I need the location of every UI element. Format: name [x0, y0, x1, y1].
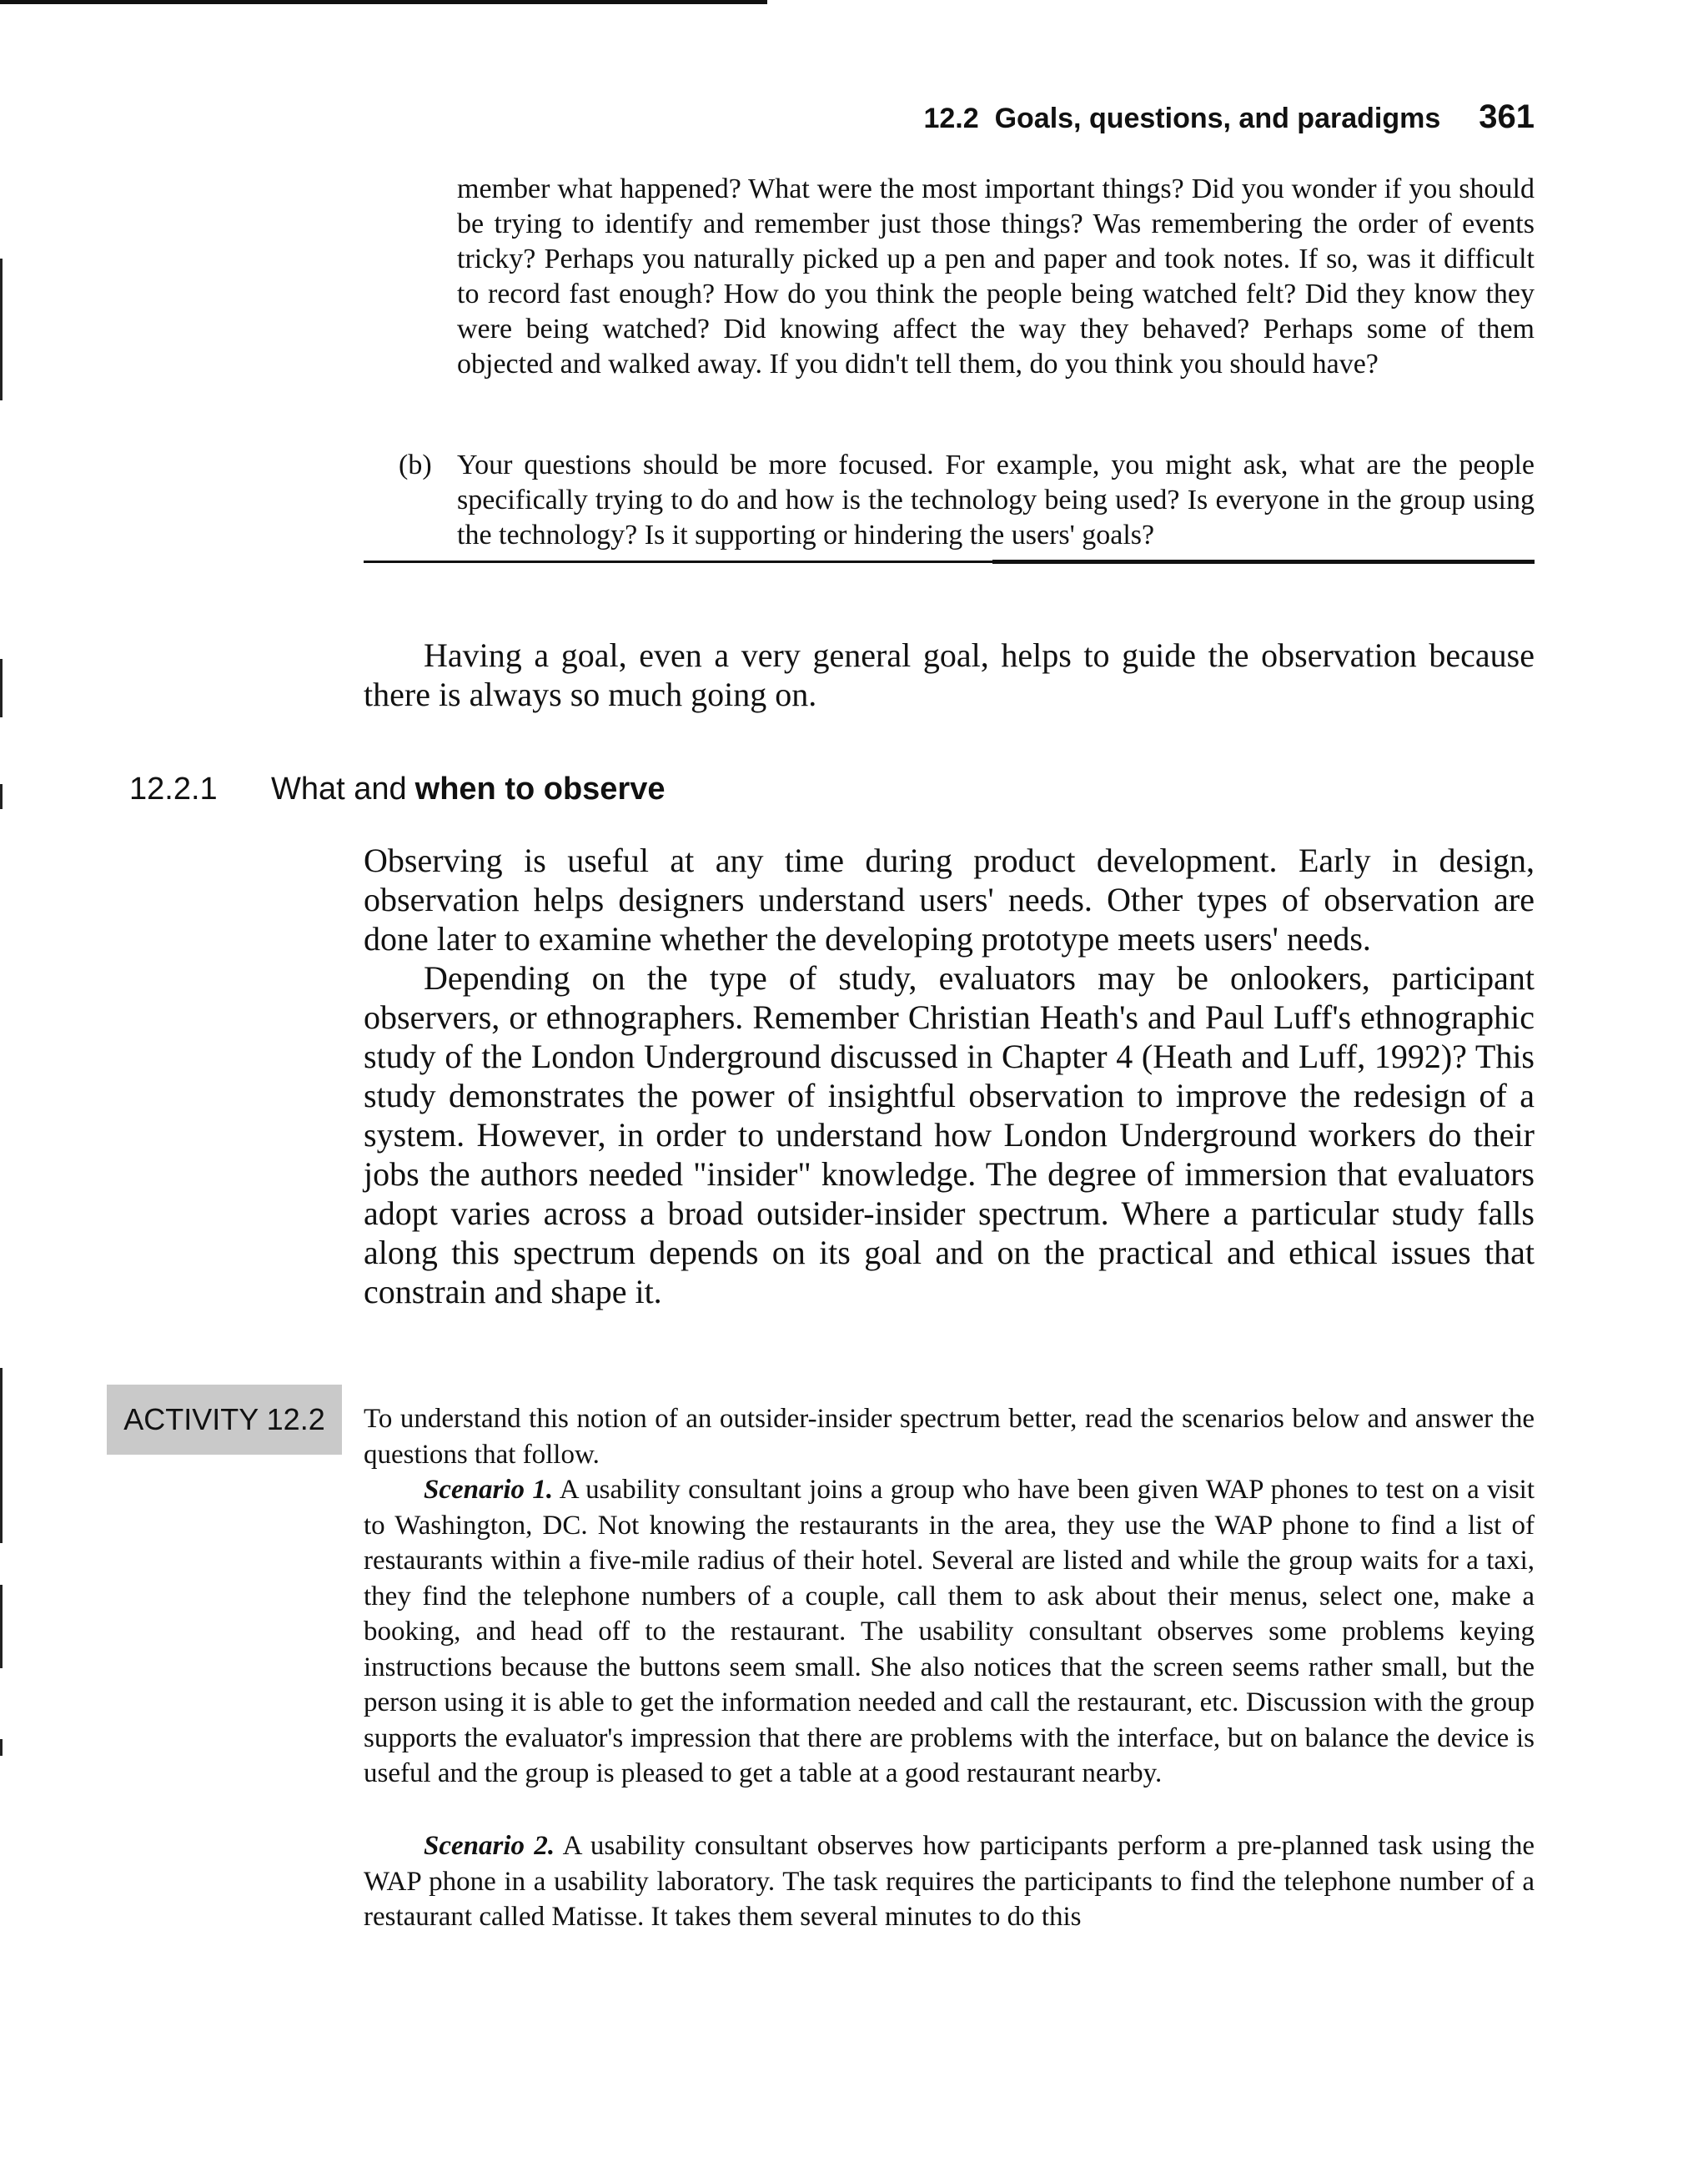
- scenario-1-text: A usability consultant joins a group who have been given WAP phones to test on a visit to Washington, DC. Not knowing the restaurants in the area, they use the WAP phone to find a list of restaurants within a five-mile radius of their hotel. Several are listed and while the group waits for a taxi, they find the telephone numbers of a couple, call them to ask about their menus, select one, make a booking, and head off to the restaurant. The usability consultant observes some problems keying instructions because the buttons seem small. She also notices that the screen seems rather small, but the person using it is able to get the information needed and call the restaurant, etc. Discussion with the group supports the evaluator's impression that there are problems with the interface, but on balance the device is useful and the group is pleased to get a table at a good restaurant nearby.: [364, 1475, 1535, 1788]
- scenario-2: [364, 1828, 1535, 1935]
- running-head-title: [923, 103, 1440, 135]
- running-head: [834, 98, 1535, 148]
- section-number: 12.2.1: [129, 772, 218, 807]
- answer-b-text: Your questions should be more focused. For example, you might ask, what are the people specifically trying to do and how is the technology being used? Is everyone in the group using the technology? Is it supporting or hindering the users' goals?: [457, 450, 1535, 551]
- running-head-section: 12.2: [923, 103, 979, 134]
- scan-edge-mark: [0, 784, 3, 809]
- scan-edge-mark: [0, 659, 3, 717]
- activity-intro: To understand this notion of an outsider-insider spectrum better, read the scenarios below and answer the questions that follow.: [364, 1404, 1535, 1470]
- top-scan-bar: [0, 0, 767, 4]
- activity-end-rule-thick: [992, 560, 1535, 564]
- scan-edge-mark: [0, 259, 3, 400]
- scan-edge-mark: [0, 1368, 3, 1543]
- page-number: 361: [1479, 98, 1535, 135]
- activity-label-box: [107, 1385, 342, 1455]
- answer-a-continued: member what happened? What were the most important things? Did you wonder if you should be trying to identify and remember just those things? Was remembering the order of events tricky? Perhaps you naturally picked up a pen and paper and took notes. If so, was it difficult to record fast enough? How do you think the people being watched felt? Did they know they were being watched? Did knowing affect the way they behaved? Perhaps some of them objected and walked away. If you didn't tell them, do you think you should have?: [457, 173, 1535, 380]
- scan-edge-mark: [0, 1739, 3, 1756]
- goal-paragraph: Having a goal, even a very general goal, helps to guide the observation because there is always so much going on.: [364, 636, 1535, 713]
- section-paragraph-2: Depending on the type of study, evaluators may be onlookers, participant observers, or ethnographers. Remember Christian Heath's and Paul Luff's ethnographic study of the London Underground discussed in Chapter 4 (Heath and Luff, 1992)? This study demonstrates the power of insightful observation to improve the redesign of a system. However, in order to understand how London Underground workers do their jobs the authors needed "insider" knowledge. The degree of immersion that evaluators adopt varies across a broad outsider-insider spectrum. Where a particular study falls along this spectrum depends on its goal and on the practical and ethical issues that constrain and shape it.: [364, 959, 1535, 1310]
- answer-b-label: (b): [399, 450, 432, 480]
- section-title-part2: when to observe: [414, 772, 666, 807]
- scenario-2-title: Scenario 2.: [424, 1831, 555, 1861]
- running-head-text: Goals, questions, and paradigms: [994, 103, 1441, 134]
- section-heading: [129, 772, 1130, 818]
- scenario-1: [364, 1472, 1535, 1792]
- activity-label: ACTIVITY 12.2: [123, 1402, 325, 1436]
- scan-edge-mark: [0, 1585, 3, 1668]
- scenario-1-title: Scenario 1.: [424, 1475, 554, 1505]
- answer-b: [399, 448, 1535, 553]
- section-paragraph-1: Observing is useful at any time during product development. Early in design, observation helps designers understand users' needs. Other types of observation are done later to examine whether the developing prototype meets users' needs.: [364, 842, 1535, 958]
- scenario-2-text: A usability consultant observes how participants perform a pre-planned task using the WAP phone in a usability laboratory. The task requires the participants to find the telephone number of a restaurant called Matisse. It takes them several minutes to do this: [364, 1831, 1535, 1932]
- section-title-part1: What and: [271, 772, 407, 807]
